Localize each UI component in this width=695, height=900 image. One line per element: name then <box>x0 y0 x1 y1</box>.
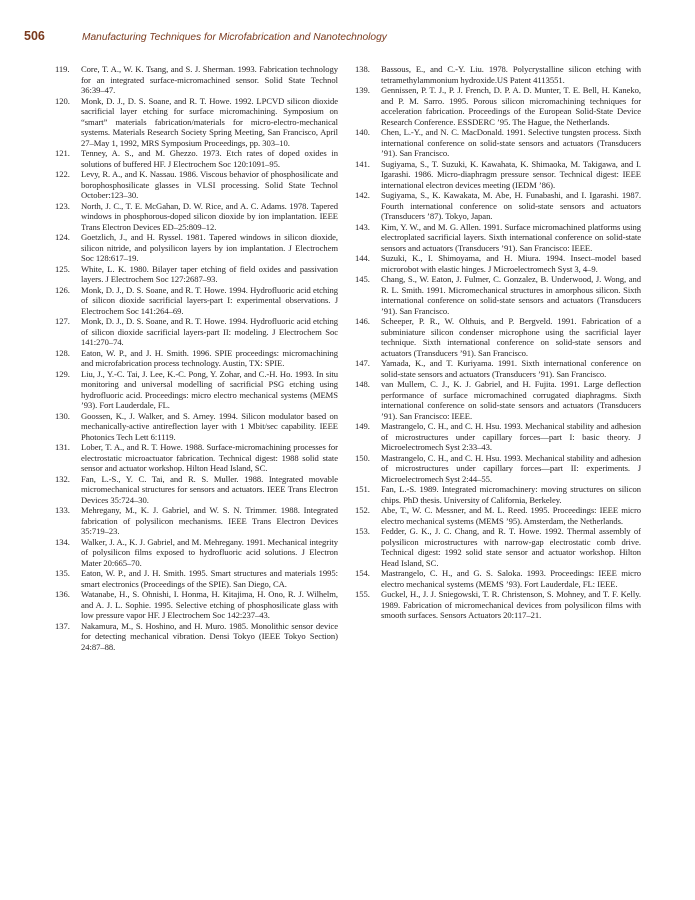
reference-text: White, L. K. 1980. Bilayer taper etching of field oxides and passivation layers. J Electrochem Soc 127:2687–93. <box>81 263 338 284</box>
reference-entry <box>55 264 338 285</box>
reference-entry <box>55 316 338 348</box>
reference-entry <box>355 127 641 159</box>
reference-number: 143. <box>355 221 370 232</box>
reference-entry <box>355 316 641 358</box>
reference-entry <box>355 453 641 485</box>
reference-entry <box>55 96 338 149</box>
reference-number: 134. <box>55 536 70 547</box>
reference-number: 141. <box>355 158 370 169</box>
reference-text: Eaton, W. P., and J. H. Smith. 1995. Smart structures and materials 1995: smart electronics (Proceedings of the SPIE). San Diego, CA. <box>81 568 338 589</box>
reference-entry <box>55 169 338 201</box>
reference-entry <box>355 421 641 453</box>
reference-text: Mastrangelo, C. H., and C. H. Hsu. 1993. Mechanical stability and adhesion of microstructures under capillary forces—part I: basic theory. J Microelectromech Syst 2:33–43. <box>381 421 641 452</box>
reference-number: 139. <box>355 85 370 95</box>
reference-number: 129. <box>55 368 70 379</box>
reference-text: Gennissen, P. T. J., P. J. French, D. P. A. D. Munter, T. E. Bell, H. Kaneko, and P. M. Sarro. 1995. Porous silicon micromachining techniques for acceleration fabrication. Proceedings of the European Solid-State Device Research Conference. ESSDERC ’95. The Hague, the Netherlands. <box>381 85 641 127</box>
references-left-column <box>55 64 338 652</box>
reference-text: Monk, D. J., D. S. Soane, and R. T. Howe. 1994. Hydrofluoric acid etching of silicon dioxide sacrificial layers-part I: experimental observations. J Electrochem Soc 141:264–69. <box>81 284 338 316</box>
reference-number: 136. <box>55 589 70 599</box>
reference-entry <box>55 64 338 96</box>
reference-number: 148. <box>355 379 370 389</box>
reference-number: 130. <box>55 410 70 421</box>
references-right-column <box>355 64 641 621</box>
reference-number: 137. <box>55 620 70 631</box>
reference-number: 153. <box>355 526 370 536</box>
reference-entry <box>55 505 338 537</box>
reference-text: Fan, L.-S. 1989. Integrated micromachinery: moving structures on silicon chips. PhD thesis. University of California, Berkeley. <box>381 484 641 505</box>
reference-text: Monk, D. J., D. S. Soane, and R. T. Howe. 1992. LPCVD silicon dioxide sacrificial layer etching for surface micromachining. Symposium on “smart” materials fabrication/materials for micro-electro-mechanical systems. Materials Research Society Spring Meeting, San Francisco, April 27–May 1, 1992, MRS Symposium Proceedings, pp. 303–10. <box>81 95 338 148</box>
running-title: Manufacturing Techniques for Microfabrication and Nanotechnology <box>82 32 387 43</box>
reference-text: Liu, J., Y.-C. Tai, J. Lee, K.-C. Pong, Y. Zohar, and C.-H. Ho. 1993. In situ monitoring and universal modelling of sacrificial PSG etching using hydrofluoric acid. Proceedings: micro electro mechanical systems (MEMS ’93). Fort Lauderdale, FL. <box>81 368 338 410</box>
reference-number: 126. <box>55 284 70 295</box>
reference-number: 147. <box>355 358 370 368</box>
reference-number: 128. <box>55 347 70 358</box>
reference-entry <box>355 85 641 127</box>
reference-entry <box>355 159 641 191</box>
reference-entry <box>355 253 641 274</box>
reference-text: Core, T. A., W. K. Tsang, and S. J. Sherman. 1993. Fabrication technology for an integrated surface-micromachined sensor. Solid State Technol 36:39–47. <box>81 64 338 95</box>
reference-text: Suzuki, K., I. Shimoyama, and H. Miura. 1994. Insect–model based microrobot with elastic hinges. J Microelectromech Syst 3, 4–9. <box>381 253 641 274</box>
reference-entry <box>55 201 338 233</box>
reference-text: Abe, T., W. C. Messner, and M. L. Reed. 1995. Proceedings: IEEE micro electro mechanical systems (MEMS ’95). Amsterdam, the Netherlands. <box>381 505 641 526</box>
reference-text: Chen, L.-Y., and N. C. MacDonald. 1991. Selective tungsten process. Sixth international conference on solid-state sensors and actuators (Transducers ’91). San Francisco. <box>381 127 641 158</box>
reference-entry <box>355 568 641 589</box>
reference-entry <box>355 222 641 254</box>
reference-entry <box>55 369 338 411</box>
reference-number: 122. <box>55 169 70 179</box>
reference-text: Kim, Y. W., and M. G. Allen. 1991. Surface micromachined platforms using electroplated sacrificial layers. Sixth international conference on solid-state sensors and actuators (Transducers ’91). San Francisco: IEEE. <box>381 221 641 253</box>
reference-number: 133. <box>55 505 70 515</box>
reference-number: 125. <box>55 263 70 274</box>
reference-text: Levy, R. A., and K. Nassau. 1986. Viscous behavior of phosphosilicate and borophosphosilicate glasses in VLSI processing. Solid State Technol October:123–30. <box>81 169 338 200</box>
reference-entry <box>355 505 641 526</box>
reference-text: Lober, T. A., and R. T. Howe. 1988. Surface-micromachining processes for electrostatic microactuator fabrication. Technical digest: 1988 solid state sensor and actuator workshop. Hilton Head Island, SC. <box>81 442 338 473</box>
reference-text: Eaton, W. P., and J. H. Smith. 1996. SPIE proceedings: micromachining and microfabrication process technology. Austin, TX: SPIE. <box>81 347 338 368</box>
reference-text: Sugiyama, S., K. Kawakata, M. Abe, H. Funabashi, and I. Igarashi. 1987. Fourth international conference on solid-state sensors and actuators (Transducers ’87). Tokyo, Japan. <box>381 190 641 221</box>
reference-entry <box>55 148 338 169</box>
reference-number: 150. <box>355 452 370 463</box>
reference-entry <box>55 568 338 589</box>
page-number: 506 <box>24 29 45 43</box>
reference-text: Chang, S., W. Eaton, J. Fulmer, C. Gonzalez, B. Underwood, J. Wong, and R. L. Smith. 1991. Micromechanical structures in amorphous silicon. Sixth international conference on solid-state sensors and actuators (Transducers ’91). San Francisco. <box>381 274 641 316</box>
reference-text: North, J. C., T. E. McGahan, D. W. Rice, and A. C. Adams. 1978. Tapered windows in phosphorous-doped silicon dioxide by ion implantation. IEEE Trans Electron Devices ED–25:809–12. <box>81 200 338 232</box>
reference-text: Mehregany, M., K. J. Gabriel, and W. S. N. Trimmer. 1988. Integrated fabrication of polysilicon mechanisms. IEEE Trans Electron Devices 35:719–23. <box>81 505 338 536</box>
reference-number: 145. <box>355 274 370 284</box>
reference-entry <box>355 589 641 621</box>
reference-number: 152. <box>355 505 370 515</box>
reference-number: 144. <box>355 253 370 263</box>
reference-text: Goetzlich, J., and H. Ryssel. 1981. Tapered windows in silicon dioxide, silicon nitride, and polysilicon layers by ion implantation. J Electrochem Soc 128:617–19. <box>81 232 338 263</box>
reference-text: Tenney, A. S., and M. Ghezzo. 1973. Etch rates of doped oxides in solutions of buffered HF. J Electrochem Soc 120:1091–95. <box>81 148 338 169</box>
reference-entry <box>55 285 338 317</box>
reference-entry <box>55 411 338 443</box>
reference-entry <box>55 621 338 653</box>
reference-entry <box>55 232 338 264</box>
reference-entry <box>355 526 641 568</box>
reference-text: Yamada, K., and T. Kuriyama. 1991. Sixth international conference on solid-state sensors and actuators (Transducers ’91). San Francisco. <box>381 358 641 379</box>
reference-text: Bassous, E., and C.-Y. Liu. 1978. Polycrystalline silicon etching with tetramethylammonium hydroxide.US Patent 4113551. <box>381 64 641 85</box>
reference-entry <box>355 358 641 379</box>
reference-text: Guckel, H., J. J. Sniegowski, T. R. Christenson, S. Mohney, and T. F. Kelly. 1989. Fabrication of micromechanical devices from polysilicon films with smooth surfaces. Sensors Actuators 20:117–21. <box>381 589 641 620</box>
reference-number: 135. <box>55 568 70 578</box>
reference-number: 121. <box>55 148 70 158</box>
reference-entry <box>55 589 338 621</box>
reference-number: 120. <box>55 95 70 106</box>
reference-entry <box>355 64 641 85</box>
reference-entry <box>55 348 338 369</box>
reference-number: 154. <box>355 568 370 578</box>
reference-entry <box>355 190 641 222</box>
reference-number: 138. <box>355 64 370 74</box>
reference-number: 132. <box>55 473 70 484</box>
reference-entry <box>55 537 338 569</box>
reference-text: Goossen, K., J. Walker, and S. Arney. 1994. Silicon modulator based on mechanically-active antireflection layer with 1 Mbit/sec capability. IEEE Photonics Tech Lett 6:1119. <box>81 410 338 442</box>
reference-number: 127. <box>55 316 70 326</box>
reference-number: 155. <box>355 589 370 599</box>
reference-number: 142. <box>355 190 370 200</box>
reference-number: 131. <box>55 442 70 452</box>
reference-text: Mastrangelo, C. H., and C. H. Hsu. 1993. Mechanical stability and adhesion of microstructures under capillary forces—part II: experiments. J Microelectromech Syst 2:44–55. <box>381 452 641 484</box>
reference-number: 146. <box>355 316 370 326</box>
reference-entry <box>355 274 641 316</box>
reference-entry <box>55 474 338 506</box>
page-header <box>24 29 387 45</box>
reference-text: Sugiyama, S., T. Suzuki, K. Kawahata, K. Shimaoka, M. Takigawa, and I. Igarashi. 1986. Micro-diaphragm pressure sensor. Technical digest: IEEE international electron devices meeting (IEDM ’86). <box>381 158 641 190</box>
reference-text: Scheeper, P. R., W. Olthuis, and P. Bergveld. 1991. Fabrication of a subminiature silicon condenser microphone using the sacrificial layer technique. Sixth international conference on solid-state sensors and actuators (Transducers ’91). San Francisco. <box>381 316 641 358</box>
reference-text: van Mullem, C. J., K. J. Gabriel, and H. Fujita. 1991. Large deflection performance of surface micromachined corrugated diaphragms. Sixth international conference on solid-state sensors and actuators (Transducers ’91). San Francisco: IEEE. <box>381 379 641 421</box>
reference-number: 149. <box>355 421 370 431</box>
reference-text: Watanabe, H., S. Ohnishi, I. Honma, H. Kitajima, H. Ono, R. J. Wilhelm, and A. J. L. Sophie. 1995. Selective etching of phosphosilicate glass with low pressure vapor HF. J Electrochem Soc 142:237–43. <box>81 589 338 620</box>
reference-text: Walker, J. A., K. J. Gabriel, and M. Mehregany. 1991. Mechanical integrity of polysilicon films exposed to hydrofluoric acid solutions. J Electron Mater 20:665–70. <box>81 536 338 568</box>
reference-number: 124. <box>55 232 70 242</box>
reference-entry <box>355 379 641 421</box>
reference-entry <box>55 442 338 474</box>
reference-number: 123. <box>55 200 70 211</box>
reference-text: Fedder, G. K., J. C. Chang, and R. T. Howe. 1992. Thermal assembly of polysilicon microstructures with narrow-gap electrostatic comb drive. Technical digest: 1992 solid state sensor and actuator workshop. Hilton Head Island, SC. <box>381 526 641 568</box>
reference-number: 140. <box>355 127 370 137</box>
reference-number: 151. <box>355 484 370 494</box>
reference-entry <box>355 484 641 505</box>
reference-text: Fan, L.-S., Y. C. Tai, and R. S. Muller. 1988. Integrated movable micromechanical structures for sensors and actuators. IEEE Trans Electron Devices 35:724–30. <box>81 473 338 505</box>
reference-text: Nakamura, M., S. Hoshino, and H. Muro. 1985. Monolithic sensor device for detecting mechanical vibration. Densi Tokyo (IEEE Tokyo Section) 24:87–88. <box>81 620 338 652</box>
reference-text: Monk, D. J., D. S. Soane, and R. T. Howe. 1994. Hydrofluoric acid etching of silicon dioxide sacrificial layers-part II: modeling. J Electrochem Soc 141:270–74. <box>81 316 338 347</box>
reference-text: Mastrangelo, C. H., and G. S. Saloka. 1993. Proceedings: IEEE micro electro mechanical systems (MEMS ’93). Fort Lauderdale, FL: IEEE. <box>381 568 641 589</box>
reference-number: 119. <box>55 64 70 74</box>
